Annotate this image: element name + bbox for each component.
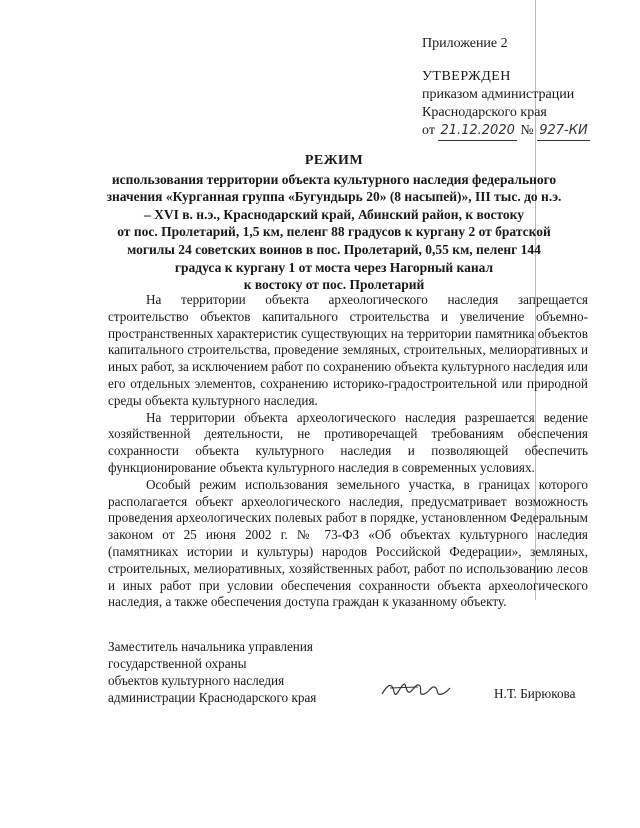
- body-paragraph: На территории объекта археологического наследия разрешается ведение хозяйственной деятельности, не противоречащей требованиям обеспечения сохранности объекта культурного наследия и позволяющей обеспечить функционирование объекта культурного наследия в современных условиях.: [108, 409, 588, 475]
- date-prefix: от: [422, 123, 435, 138]
- title-line: градуса к кургану 1 от моста через Нагорный канал: [174, 259, 494, 275]
- signatory-line: администрации Краснодарского края: [108, 690, 317, 705]
- signatory-line: объектов культурного наследия: [108, 673, 285, 688]
- title-line: значения «Курганная группа «Бугундырь 20» (8 насыпей)», III тыс. до н.э.: [106, 189, 562, 205]
- signatory-block: [108, 638, 316, 706]
- title-line: к востоку от пос. Пролетарий: [243, 277, 425, 293]
- body-paragraph: Особый режим использования земельного участка, в границах которого располагается объект археологического наследия, предусматривает возможность проведения археологических полевых работ в порядке, установленном Федеральным законом от 25 июня 2002 г. № 73-ФЗ «Об объектах культурного наследия (памятниках истории и культуры) народов Российской Федерации», земляных, строительных, мелиоративных, хозяйственных работ, работ по использованию лесов и иных работ при условии обеспечения сохранности объекта археологического наследия, а также обеспечения доступа граждан к указанному объекту.: [108, 476, 588, 610]
- approved-label: УТВЕРЖДЕН: [422, 69, 511, 84]
- title-line: могилы 24 советских воинов в пос. Пролетарий, 0,55 км, пеленг 144: [127, 241, 541, 257]
- title-line: использования территории объекта культурного наследия федерального: [111, 171, 557, 187]
- appendix-label: Приложение 2: [422, 36, 508, 51]
- number-prefix: №: [520, 123, 534, 138]
- approval-line-2: Краснодарского края: [422, 105, 547, 120]
- signatory-name: Н.Т. Бирюкова: [494, 686, 576, 701]
- signatory-line: Заместитель начальника управления: [108, 639, 313, 654]
- signatory-line: государственной охраны: [108, 656, 247, 671]
- order-line: [422, 122, 590, 141]
- handwritten-signature: [378, 674, 452, 704]
- title-mode: РЕЖИМ: [304, 153, 364, 168]
- approval-stamp: [422, 68, 590, 141]
- handwritten-date: 21.12.2020: [438, 122, 516, 141]
- body-paragraph: На территории объекта археологического наследия запрещается строительство объектов капитального строительства и увеличение объемно-пространственных характеристик существующих на территории памятника объектов капитального строительства, проведение земляных, строительных, мелиоративных и иных работ, за исключением работ по сохранению объекта культурного наследия или его отдельных элементов, сохранению историко-градостроительной или природной среды объекта культурного наследия.: [108, 292, 588, 408]
- title-line: – XVI в. н.э., Краснодарский край, Абинский район, к востоку: [144, 206, 524, 222]
- title-line: от пос. Пролетарий, 1,5 км, пеленг 88 градусов к кургану 2 от братской: [117, 224, 551, 240]
- document-title: [104, 152, 564, 294]
- approval-line-1: приказом администрации: [422, 87, 575, 102]
- handwritten-order-number: 927-КИ: [537, 122, 589, 141]
- document-body: [108, 292, 588, 611]
